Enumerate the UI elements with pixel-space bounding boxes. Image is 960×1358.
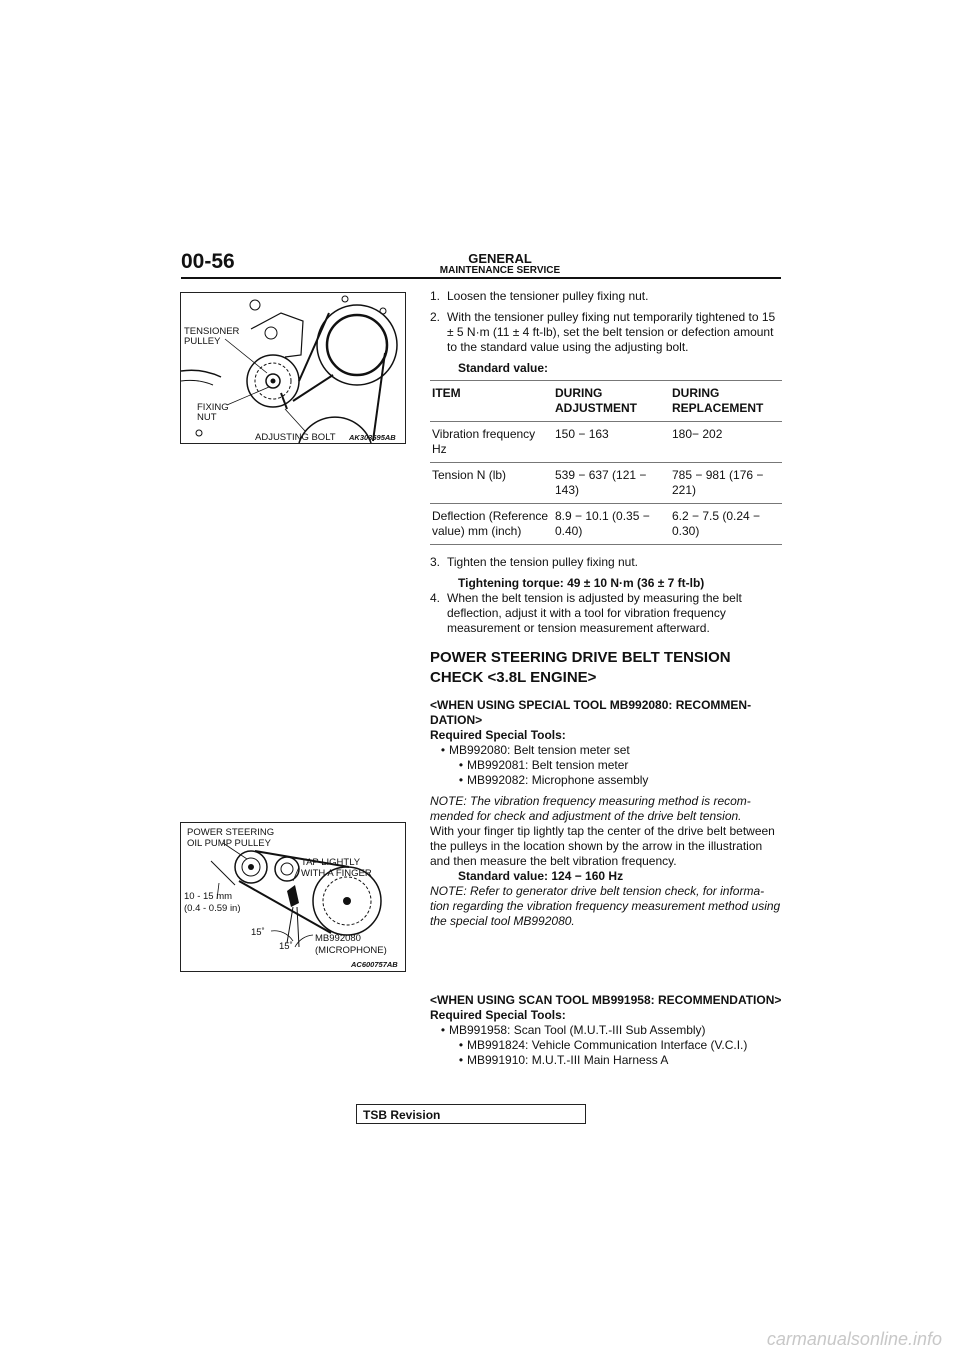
figure-tensioner-pulley: [180, 292, 406, 444]
fig1-label-adjusting-bolt: ADJUSTING BOLT: [255, 432, 336, 443]
list-item: • MB992080: Belt tension meter set: [440, 743, 630, 757]
step-1: 1. Loosen the tensioner pulley fixing nut.: [430, 289, 649, 303]
section-heading: POWER STEERING DRIVE BELT TENSION CHECK <3.8L ENGINE>: [430, 649, 731, 686]
fig2-code: AC600757AB: [351, 960, 398, 969]
figure-power-steering: [180, 822, 406, 972]
list-item: • MB991958: Scan Tool (M.U.T.-III Sub Assembly): [440, 1023, 706, 1037]
power-steering-diagram: [181, 823, 405, 971]
step-3: 3. Tighten the tension pulley fixing nut.: [430, 555, 639, 569]
required-tools-label-a: Required Special Tools:: [430, 728, 566, 742]
tensioner-diagram: [181, 293, 405, 443]
table-row: Deflection (Reference value) mm (inch) 8.9 − 10.1 (0.35 − 0.40) 6.2 − 7.5 (0.24 − 0.30): [430, 504, 782, 545]
fig1-code: AK303695AB: [349, 433, 396, 442]
list-item: • MB992081: Belt tension meter: [458, 758, 629, 772]
section-title: GENERAL: [468, 251, 532, 266]
tap-instruction: With your finger tip lightly tap the center of the drive belt between the pulleys in the location shown by the arrow in the illustration and then measure the belt vibration frequency.: [430, 824, 775, 868]
fig2-label-angle-right: 15˚: [279, 941, 293, 952]
watermark: carmanualsonline.info: [766, 1329, 942, 1349]
fig1-label-tensioner: TENSIONER: [184, 326, 240, 337]
main-column: [430, 289, 782, 1068]
tightening-torque: Tightening torque: 49 ± 10 N·m (36 ± 7 ft-lb): [458, 576, 705, 590]
list-item: • MB991910: M.U.T.-III Main Harness A: [458, 1053, 669, 1067]
standard-value-hz: Standard value: 124 − 160 Hz: [458, 869, 624, 883]
fig2-label-microphone: (MICROPHONE): [315, 945, 387, 956]
fig2-label-mb992080: MB992080: [315, 933, 361, 944]
fig2-label-deflection-mm: 10 - 15 mm: [184, 891, 233, 902]
fig2-label-oil-pump-pulley: OIL PUMP PULLEY: [187, 838, 271, 849]
fig2-label-with-a-finger: WITH A FINGER: [301, 868, 372, 879]
note-generator-reference: NOTE: Refer to generator drive belt tension check, for informa-tion regarding the vibration frequency measurement method using the special tool MB992080.: [430, 884, 781, 928]
table-header-row: ITEM DURING ADJUSTMENT DURING REPLACEMENT: [430, 381, 782, 422]
required-tools-label-b: Required Special Tools:: [430, 1008, 566, 1022]
table-row: Tension N (lb) 539 − 637 (121 − 143) 785 − 981 (176 − 221): [430, 463, 782, 504]
header-rule: [181, 277, 781, 279]
fig2-label-angle-left: 15˚: [251, 927, 265, 938]
scan-tool-heading: <WHEN USING SCAN TOOL MB991958: RECOMMENDATION>: [430, 993, 782, 1007]
section-subtitle: MAINTENANCE SERVICE: [439, 265, 561, 276]
spec-table: [430, 380, 782, 545]
fig1-label-fixing: FIXING: [197, 402, 229, 413]
special-tool-heading: <WHEN USING SPECIAL TOOL MB992080: RECOMMEN-DATION>: [430, 698, 752, 727]
fig1-label-nut: NUT: [197, 412, 217, 423]
table-row: Vibration frequency Hz 150 − 163 180− 202: [430, 422, 782, 463]
list-item: • MB991824: Vehicle Communication Interface (V.C.I.): [458, 1038, 748, 1052]
standard-value-label: Standard value:: [458, 361, 549, 375]
fig2-label-tap-lightly: TAP LIGHTLY: [301, 857, 361, 868]
step-4: 4. When the belt tension is adjusted by measuring the belt deflection, adjust it with a tool for vibration frequency measurement or tension measurement afterward.: [430, 591, 742, 635]
fig2-label-deflection-in: (0.4 - 0.59 in): [184, 903, 241, 914]
fig2-label-power-steering: POWER STEERING: [187, 827, 275, 838]
page-number: 00-56: [181, 250, 235, 273]
step-2: 2. With the tensioner pulley fixing nut temporarily tightened to 15 ± 5 N·m (11 ± 4 ft-lb), set the belt tension or defection amount to the standard value using the adjusting bolt.: [430, 310, 776, 354]
tsb-revision-box: TSB Revision: [356, 1104, 586, 1124]
list-item: • MB992082: Microphone assembly: [458, 773, 649, 787]
fig1-label-pulley: PULLEY: [184, 336, 221, 347]
note-vibration-method: NOTE: The vibration frequency measuring method is recom-mended for check and adjustment of the drive belt tension.: [430, 794, 751, 823]
